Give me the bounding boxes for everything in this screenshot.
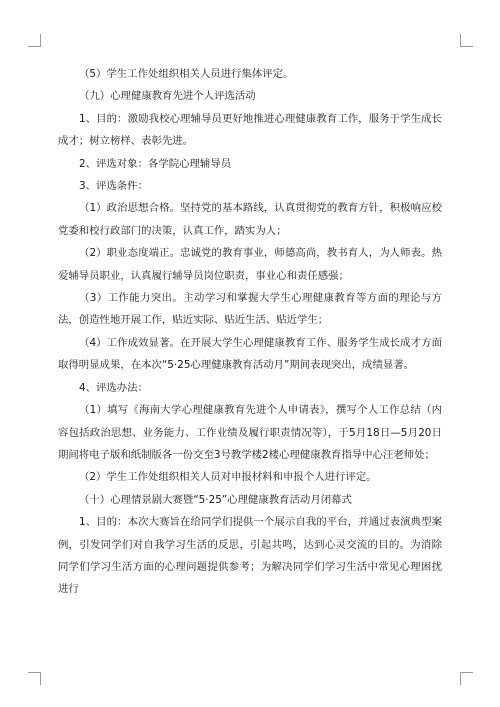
section-heading-ten: （十）心理情景剧大赛暨“5·25”心理健康教育活动月闭幕式: [79, 493, 352, 506]
crop-mark-top-left: [28, 34, 41, 47]
document-body: [58, 63, 442, 601]
paragraph-drama-purpose: 1、目的：本次大赛旨在给同学们提供一个展示自我的平台，并通过表演典型案例，引发同学们对自我学习生活的反思，引起共鸣，达到心灵交流的目的。为消除同学们学习生活方面的心理问题提供参考；为解决同学们学习生活中常见心理困扰进行: [58, 516, 442, 596]
section-heading-nine: （九）心理健康教育先进个人评选活动: [79, 90, 256, 103]
paragraph-method-1: （1）填写《海南大学心理健康教育先进个人申请表》，撰写个人工作总结（内容包括政治思想、业务能力、工作业绩及履行职责情况等），于5月18日—5月20日期间将电子版和纸制版各一份交至3号教学楼2楼心理健康教育指导中心汪老师处；: [58, 404, 442, 461]
paragraph-condition-3: （3）工作能力突出。主动学习和掌握大学生心理健康教育等方面的理论与方法，创造性地开展工作，贴近实际、贴近生活、贴近学生；: [58, 292, 442, 327]
paragraph-condition-2: （2）职业态度端正。忠诚党的教育事业，师德高尚，教书育人，为人师表。热爱辅导员职业，认真履行辅导员岗位职责，事业心和责任感强；: [58, 247, 442, 282]
paragraph-evaluation-step-5: （5）学生工作处组织相关人员进行集体评定。: [79, 68, 294, 80]
paragraph-selection-target: 2、评选对象：各学院心理辅导员: [79, 157, 232, 170]
paragraph-condition-1: （1）政治思想合格。坚持党的基本路线，认真贯彻党的教育方针，积极响应校党委和校行政部门的决策，认真工作，踏实为人；: [58, 202, 442, 237]
paragraph-method-2: （2）学生工作处组织相关人员对申报材料和申报个人进行评定。: [79, 471, 377, 484]
crop-mark-bottom-left: [28, 672, 41, 685]
crop-mark-bottom-right: [460, 672, 473, 685]
paragraph-selection-method: 4、评选办法：: [79, 381, 148, 394]
paragraph-condition-4: （4）工作成效显著。在开展大学生心理健康教育工作、服务学生成长成才方面取得明显成果，在本次“5·25心理健康教育活动月”期间表现突出，成绩显著。: [58, 336, 442, 372]
paragraph-purpose: 1、目的：激励我校心理辅导员更好地推进心理健康教育工作，服务于学生成长成才；树立榜样、表彰先进。: [58, 112, 442, 148]
crop-mark-top-right: [460, 34, 473, 47]
paragraph-selection-conditions: 3、评选条件：: [79, 180, 148, 193]
